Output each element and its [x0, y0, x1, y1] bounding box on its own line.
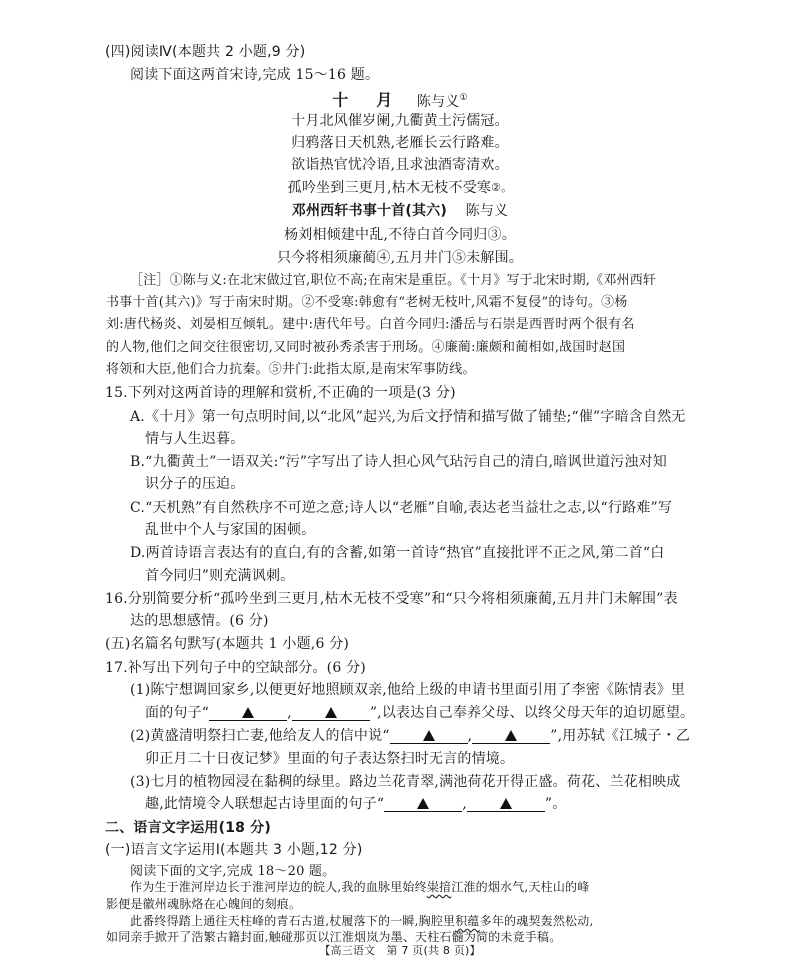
q15-option-a-line-1: A.《十月》第一句点明时间,以“北风”起兴,为后文抒情和描写做了铺垫;“催”字暗含自然无 — [130, 409, 686, 425]
poem1-note-mark: ① — [459, 93, 468, 103]
q15-option-b-line-1: B.“九衢黄土”一语双关:“污”字写出了诗人担心风气玷污自己的清白,暗讽世道污浊对知 — [130, 454, 667, 470]
answer-triangle-icon — [423, 730, 435, 741]
q17-item-1-blank-1[interactable] — [209, 706, 287, 721]
note-line-5: 将领和大臣,他们合力抗秦。⑤井门:此指太原,是南宋军事防线。 — [106, 362, 476, 377]
section-heading-reading: (四)阅读Ⅳ(本题共 2 小题,9 分) — [105, 44, 306, 60]
q17-item-1-line-2 — [145, 704, 694, 722]
q15-stem: 15.下列对这两首诗的理解和赏析,不正确的一项是(3 分) — [105, 385, 456, 401]
part2-heading: 二、语言文字运用(18 分) — [105, 820, 271, 836]
poem1-author: 陈与义 — [416, 93, 460, 110]
q17-item-1-line-1: (1)陈宁想调回家乡,以便更好地照顾双亲,他给上级的申请书里面引用了李密《陈情表》里 — [130, 682, 686, 698]
passage-p1-line-2: 影便是徽州魂脉烙在心魄间的刻痕。 — [106, 897, 302, 911]
answer-triangle-icon — [417, 798, 429, 809]
q15-option-b-line-2: 识分子的压迫。 — [145, 476, 245, 492]
reading-instructions: 阅读下面这两首宋诗,完成 15～16 题。 — [130, 67, 380, 83]
poem2-line-1: 杨刘相倾建中乱,不待白首今同归③。 — [284, 227, 516, 243]
q17-item-1-post: ”,以表达自己奉养父母、以终父母天年的迫切愿望。 — [369, 705, 695, 721]
part2-sub-heading: (一)语言文字运用Ⅰ(本题共 3 小题,12 分) — [105, 842, 363, 858]
q17-item-2-blank-2[interactable] — [472, 729, 550, 744]
q17-item-3-line-1: (3)七月的植物园浸在黏稠的绿里。路边兰花青翠,满池荷花开得正盛。荷花、兰花相映成 — [130, 774, 681, 790]
poem1-line-1: 十月北风催岁阑,九衢黄土污儒冠。 — [291, 113, 509, 129]
poem2-author: 陈与义 — [465, 203, 509, 219]
q15-option-a-line-2: 情与人生迟暮。 — [145, 431, 245, 447]
q17-item-2-line-1 — [130, 727, 690, 745]
answer-triangle-icon — [242, 707, 254, 718]
q17-item-3-pre: 趣,此情境令人联想起古诗里面的句子“ — [145, 796, 385, 812]
q15-option-c-line-2: 乱世中个人与家国的困顿。 — [145, 522, 316, 538]
passage-p1-line-1: 作为生于淮河岸边长于淮河岸边的皖人,我的血脉里始终粜揞江淮的烟水气,天柱山的峰 — [130, 880, 590, 894]
q17-item-2-post: ”,用苏轼《江城子・乙 — [550, 728, 691, 744]
passage-wavy-word-1: 粜揞 — [426, 880, 452, 894]
poem1-line-4 — [0, 179, 800, 197]
poem1-line-2: 归鸦落日天机熟,老雁长云行路难。 — [291, 135, 509, 151]
q17-item-2-comma: , — [467, 728, 473, 744]
note-line-2: 书事十首(其六)》写于南宋时期。②不受寒:韩愈有“老树无枝叶,风霜不复侵”的诗句。③杨 — [106, 295, 628, 310]
poem1-line-3: 欲诣热官忧冷语,且求浊酒寄清欢。 — [291, 157, 509, 173]
answer-triangle-icon — [325, 707, 337, 718]
q17-item-2-pre: (2)黄盛清明祭扫亡妻,他给友人的信中说“ — [130, 728, 390, 744]
q17-item-2-blank-1[interactable] — [390, 729, 468, 744]
q16-line-1: 16.分别简要分析“孤吟坐到三更月,枯木无枝不受寒”和“只今将相须廉蔺,五月井门未解围”表 — [105, 591, 678, 607]
poem2-title: 邓州西轩书事十首 — [291, 203, 406, 219]
q17-item-2-line-2: 卯正月二十日夜记梦》里面的句子表达祭扫时无言的情境。 — [145, 751, 515, 767]
section-heading-recitation: (五)名篇名句默写(本题共 1 小题,6 分) — [105, 636, 350, 652]
poem2-title-line — [0, 202, 800, 220]
answer-triangle-icon — [505, 730, 517, 741]
q17-item-1-pre: 面的句子“ — [145, 705, 210, 721]
q17-item-3-blank-2[interactable] — [467, 797, 545, 812]
q15-option-d-line-1: D.两首诗语言表达有的直白,有的含蓄,如第一首诗“热官”直接批评不正之风,第二首“白 — [130, 545, 665, 561]
poem2-title-suffix: (其六) — [405, 203, 447, 219]
passage-p2-line-2: 如同亲手掀开了浩繁古籍封面,触碰那页以江淮烟岚为墨、天柱石髓为简的未竟手稿。 — [106, 930, 562, 944]
page-footer: 【高三语文 第 7 页(共 8 页)】 — [319, 944, 481, 957]
q17-item-3-post: ”。 — [544, 796, 567, 812]
passage-p2-line-1: 此番终得踏上通往天柱峰的青石古道,杖履落下的一瞬,胸腔里积蕴多年的魂契轰然松动, — [130, 914, 594, 928]
q17-item-3-comma: , — [462, 796, 467, 812]
poem1-title-line — [0, 89, 800, 111]
q17-item-1-blank-2[interactable] — [292, 706, 370, 721]
part2-intro: 阅读下面的文字,完成 18～20 题。 — [130, 864, 336, 879]
poem1-title: 十 月 — [332, 90, 399, 110]
note-line-4: 的人物,他们之间交往很密切,又同时被孙秀杀害于刑场。④廉蔺:廉颇和蔺相如,战国时赵国 — [106, 340, 626, 355]
q17-item-3-blank-1[interactable] — [384, 797, 462, 812]
note-line-1: ［注］①陈与义:在北宋做过官,职位不高;在南宋是重臣。《十月》写于北宋时期,《邓州西轩 — [130, 273, 657, 288]
poem1-line-4-text: 孤吟坐到三更月,枯木无枝不受寒 — [287, 180, 492, 196]
q15-option-c-line-1: C.“天机熟”有自然秩序不可逆之意;诗人以“老雁”自喻,表达老当益壮之志,以“行路难”写 — [130, 500, 673, 516]
poem1-line-4-note: ②。 — [491, 181, 513, 194]
q17-item-1-comma: , — [287, 705, 292, 721]
answer-triangle-icon — [500, 798, 512, 809]
q17-item-3-line-2 — [145, 795, 566, 813]
q15-option-d-line-2: 首今同归”则充满讽刺。 — [145, 568, 295, 584]
q17-stem: 17.补写出下列句子中的空缺部分。(6 分) — [105, 660, 366, 676]
passage-wavy-word-2: 积蕴 — [455, 914, 480, 928]
poem2-line-2: 只今将相须廉蔺④,五月井门⑤未解围。 — [276, 250, 524, 266]
note-line-3: 刘:唐代杨炎、刘晏相互倾轧。建中:唐代年号。白首今同归:潘岳与石崇是西晋时两个很有名 — [106, 317, 635, 332]
q16-line-2: 达的思想感情。(6 分) — [130, 613, 269, 629]
